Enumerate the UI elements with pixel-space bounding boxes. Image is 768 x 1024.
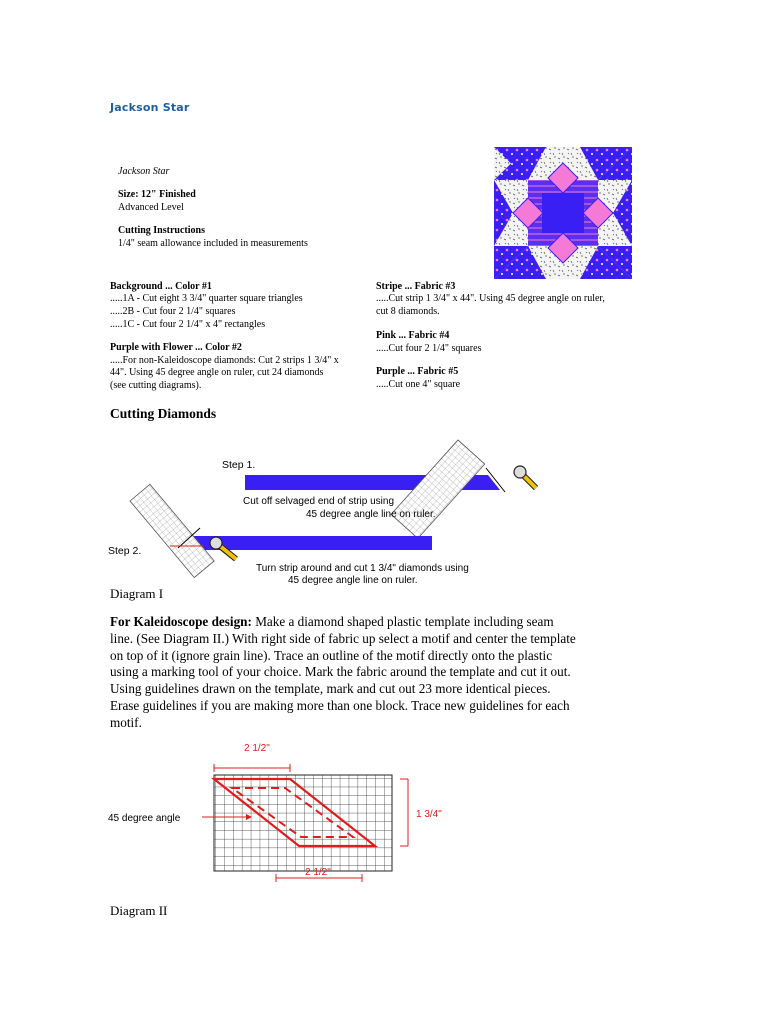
seam-note: 1/4" seam allowance included in measurements [118, 238, 308, 249]
diagram-2 [100, 735, 460, 887]
top-dimension-label: 2 1/2" [244, 743, 270, 754]
bottom-dimension-label: 2 1/2" [305, 867, 331, 878]
kaleidoscope-line-2: line. (See Diagram II.) With right side of fabric up select a motif and center the template [110, 630, 576, 646]
purple-flower-title: Purple with Flower ... Color #2 [110, 342, 242, 353]
size-label: Size: 12" Finished [118, 189, 196, 200]
step1-text-a: Cut off selvaged end of strip using [243, 496, 395, 507]
quilt-block-image [494, 147, 632, 279]
purple-flower-line-3: (see cutting diagrams). [110, 380, 202, 391]
step1-rotary-cutter [514, 466, 536, 488]
pattern-name: Jackson Star [118, 166, 170, 177]
kaleidoscope-lead: For Kaleidoscope design: [110, 614, 252, 629]
kaleidoscope-line-7: motif. [110, 714, 142, 730]
purple-line: .....Cut one 4" square [376, 379, 461, 390]
background-line-3: .....1C - Cut four 2 1/4" x 4" rectangles [110, 319, 266, 330]
stripe-line-2: cut 8 diamonds. [376, 306, 440, 317]
step1-label: Step 1. [222, 459, 256, 471]
kaleidoscope-line-5: Using guidelines drawn on the template, mark and cut out 23 more identical pieces. [110, 681, 551, 697]
cutting-title: Cutting Instructions [118, 225, 205, 236]
stripe-title: Stripe ... Fabric #3 [376, 281, 456, 292]
background-title: Background ... Color #1 [110, 281, 212, 292]
cutting-diamonds-heading: Cutting Diamonds [110, 406, 217, 421]
step2-label: Step 2. [108, 545, 142, 557]
page-title: Jackson Star [110, 101, 190, 114]
angle-label: 45 degree angle [108, 813, 181, 824]
background-line-1: .....1A - Cut eight 3 3/4" quarter square triangles [110, 293, 303, 304]
step1-text-b: 45 degree angle line on ruler. [306, 509, 436, 520]
kaleidoscope-line-6: Erase guidelines if you are making more than one block. Trace new guidelines for each [110, 697, 570, 713]
kaleidoscope-line-3: on top of it (ignore grain line). Trace an outline of the motif directly onto the plastic [110, 647, 553, 663]
diagram-1 [100, 428, 560, 590]
purple-flower-line-1: .....For non-Kaleidoscope diamonds: Cut 2 strips 1 3/4" x [110, 355, 339, 366]
stripe-line-1: .....Cut strip 1 3/4" x 44". Using 45 degree angle on ruler, [376, 293, 605, 304]
purple-flower-line-2: 44". Using 45 degree angle on ruler, cut 24 diamonds [110, 367, 324, 378]
background-line-2: .....2B - Cut four 2 1/4" squares [110, 306, 236, 317]
step2-text-a: Turn strip around and cut 1 3/4" diamonds using [256, 563, 469, 574]
pink-title: Pink ... Fabric #4 [376, 330, 450, 341]
step2-text-b: 45 degree angle line on ruler. [288, 575, 418, 586]
kaleidoscope-paragraph [110, 614, 670, 732]
kaleidoscope-line-1: Make a diamond shaped plastic template including seam [255, 614, 554, 629]
level-label: Advanced Level [118, 202, 184, 213]
step2-ruler [130, 484, 214, 577]
diagram-1-caption: Diagram I [110, 586, 164, 601]
kaleidoscope-line-4: using a marking tool of your choice. Mark the fabric around the template and cut it out. [110, 664, 571, 680]
side-dimension-label: 1 3/4" [416, 809, 442, 820]
purple-title: Purple ... Fabric #5 [376, 366, 459, 377]
diagram-2-caption: Diagram II [110, 903, 168, 918]
pink-line: .....Cut four 2 1/4" squares [376, 343, 482, 354]
